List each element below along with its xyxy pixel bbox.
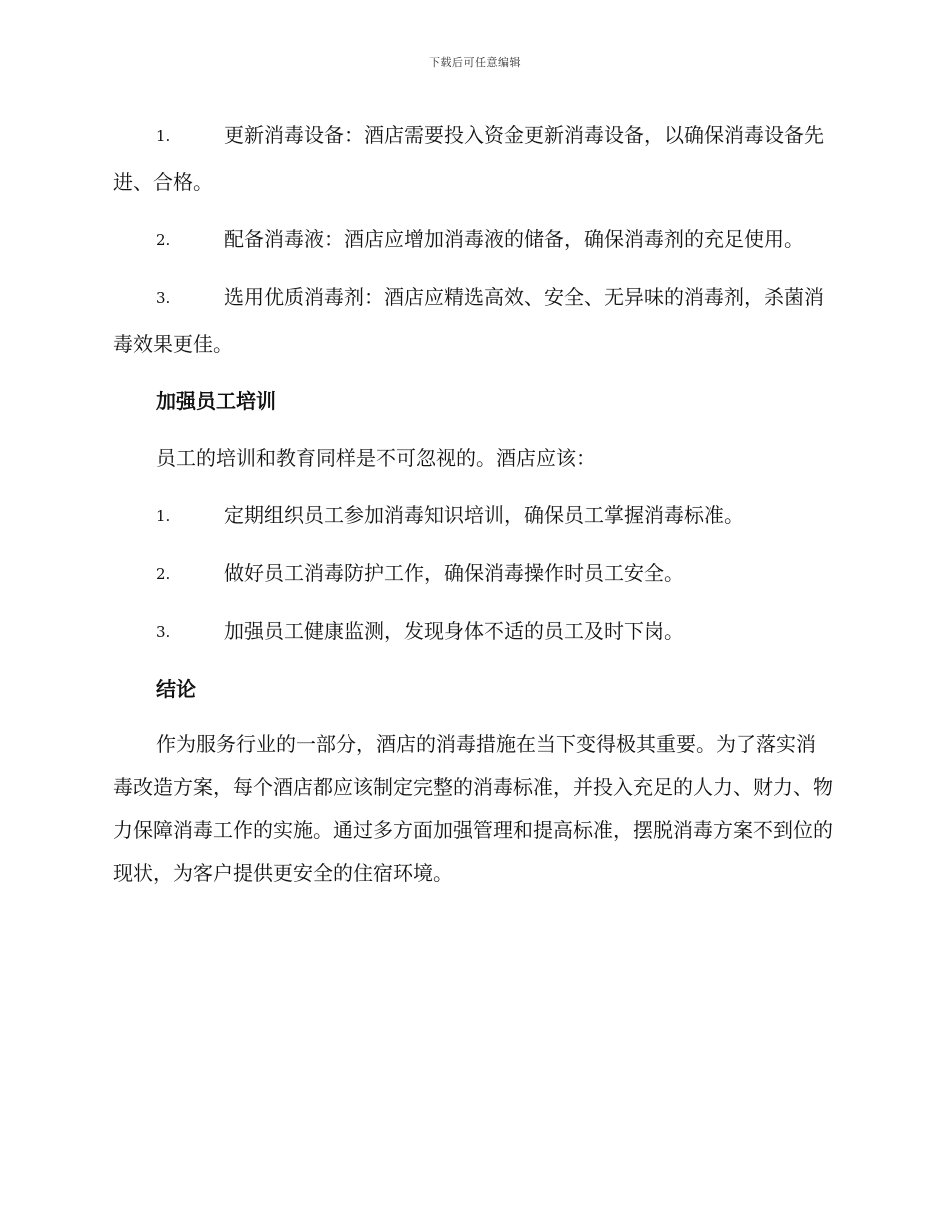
list-text: 配备消毒液：酒店应增加消毒液的储备，确保消毒剂的充足使用。: [224, 227, 804, 251]
list-number: 2.: [156, 565, 171, 583]
list-item: [113, 274, 835, 367]
list-item: [113, 492, 835, 539]
list-text: 做好员工消毒防护工作，确保消毒操作时员工安全。: [224, 561, 684, 585]
document-body: [113, 112, 835, 906]
list-item: [113, 550, 835, 597]
section-heading-training: 加强员工培训: [156, 389, 276, 413]
list-text: 定期组织员工参加消毒知识培训，确保员工掌握消毒标准。: [224, 503, 744, 527]
list-text: 加强员工健康监测，发现身体不适的员工及时下岗。: [224, 619, 684, 643]
list-item: [113, 112, 835, 205]
training-intro: 员工的培训和教育同样是不可忽视的。酒店应该：: [156, 446, 596, 470]
list-number: 2.: [156, 231, 171, 249]
section-heading-conclusion: 结论: [156, 677, 196, 701]
list-text: 更新消毒设备：酒店需要投入资金更新消毒设备，以确保消毒设备先进、合格。: [113, 123, 824, 194]
list-number: 3.: [156, 623, 171, 641]
list-item: [113, 608, 835, 655]
list-text: 选用优质消毒剂：酒店应精选高效、安全、无异味的消毒剂，杀菌消毒效果更佳。: [113, 285, 824, 356]
header-note: 下载后可任意编辑: [429, 56, 521, 69]
list-item: [113, 216, 835, 263]
list-number: 3.: [156, 289, 171, 307]
list-number: 1.: [156, 127, 171, 145]
list-number: 1.: [156, 507, 171, 525]
conclusion-body: 作为服务行业的一部分，酒店的消毒措施在当下变得极其重要。为了落实消毒改造方案，每个酒店都应该制定完整的消毒标准，并投入充足的人力、财力、物力保障消毒工作的实施。通过多方面加强管理和提高标准，摆脱消毒方案不到位的现状，为客户提供更安全的住宿环境。: [113, 732, 833, 885]
